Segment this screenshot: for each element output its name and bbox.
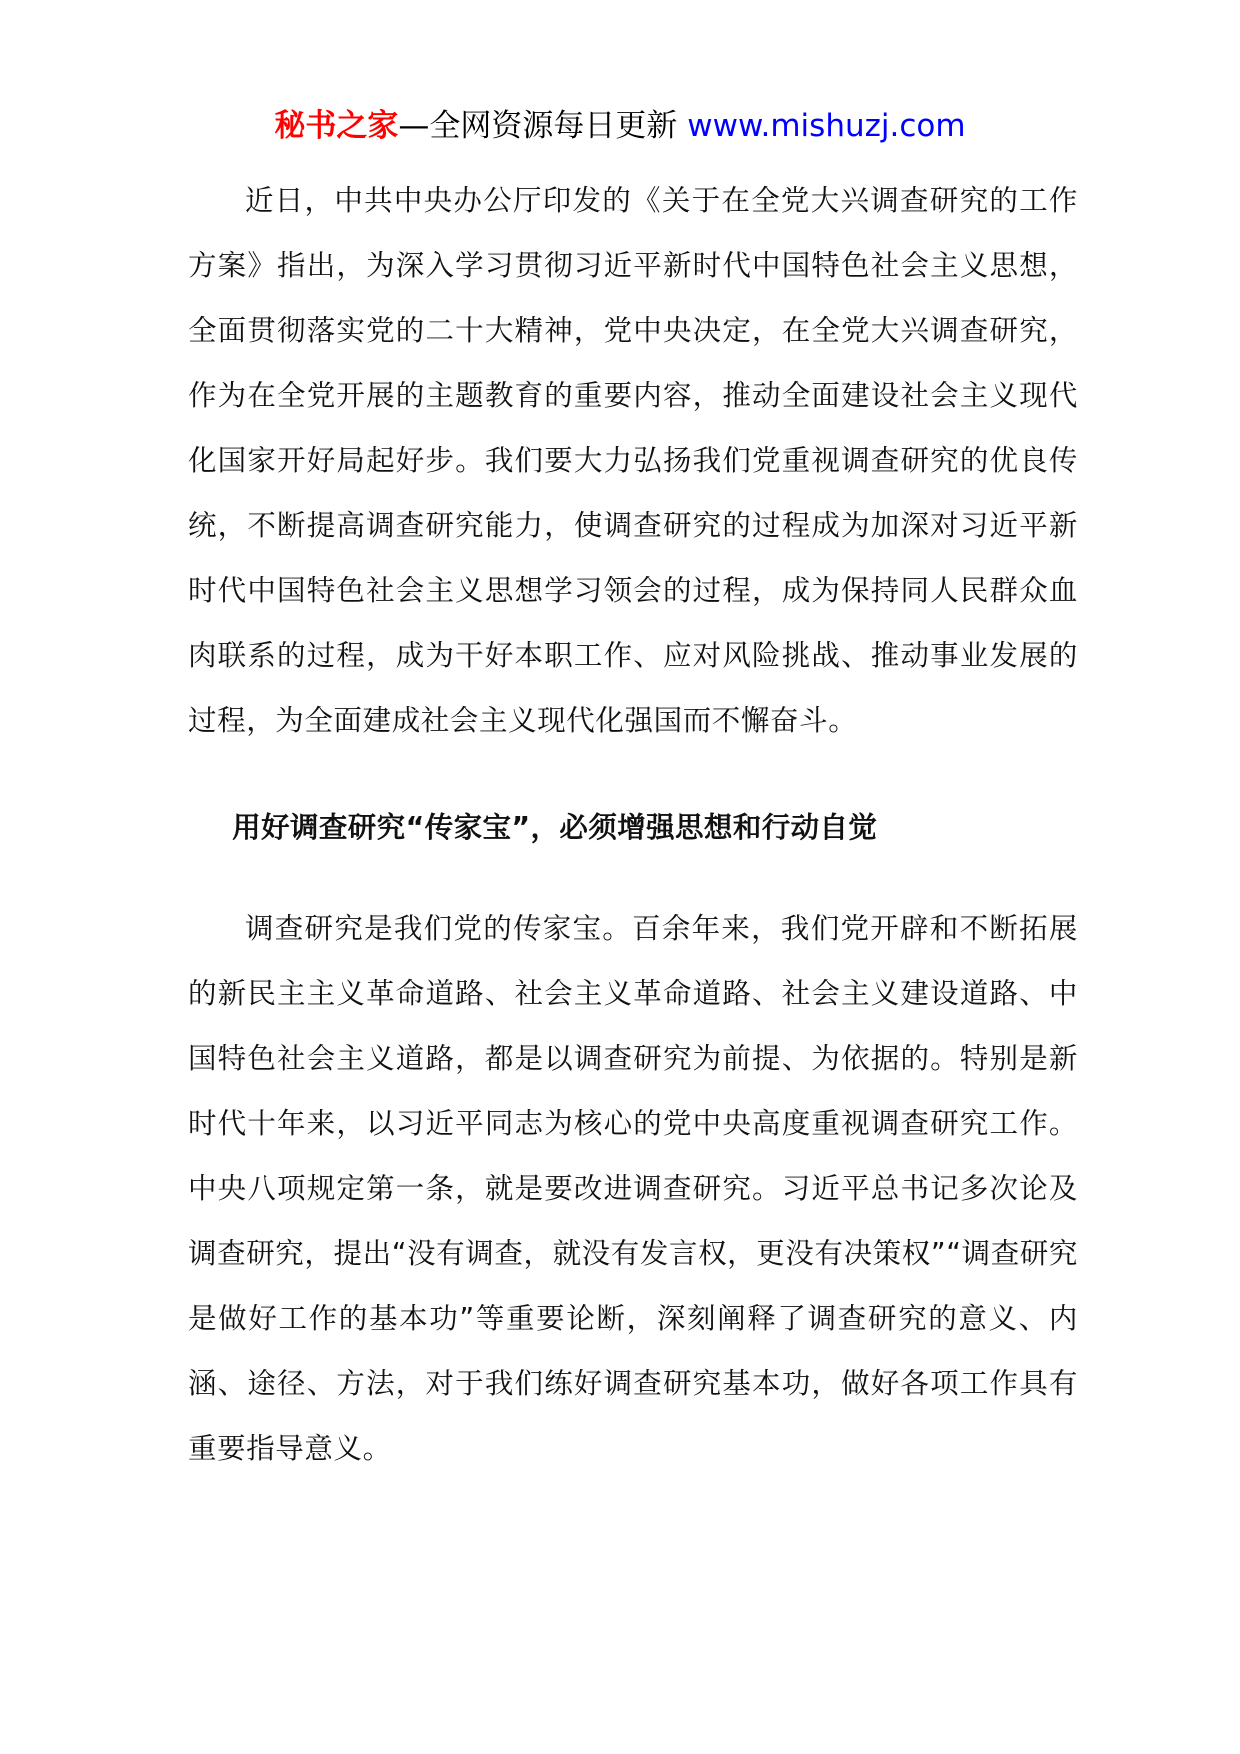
intro-paragraph: 近日，中共中央办公厅印发的《关于在全党大兴调查研究的工作方案》指出，为深入学习贯彻习近平新时代中国特色社会主义思想，全面贯彻落实党的二十大精神，党中央决定，在全党大兴调查研究，作为在全党开展的主题教育的重要内容，推动全面建设社会主义现代化国家开好局起好步。我们要大力弘扬我们党重视调查研究的优良传统，不断提高调查研究能力，使调查研究的过程成为加深对习近平新时代中国特色社会主义思想学习领会的过程，成为保持同人民群众血肉联系的过程，成为干好本职工作、应对风险挑战、推动事业发展的过程，为全面建成社会主义现代化强国而不懈奋斗。 xyxy=(188,184,1078,737)
site-header xyxy=(0,104,1240,148)
section-paragraph: 调查研究是我们党的传家宝。百余年来，我们党开辟和不断拓展的新民主主义革命道路、社会主义革命道路、社会主义建设道路、中国特色社会主义道路，都是以调查研究为前提、为依据的。特别是新时代十年来，以习近平同志为核心的党中央高度重视调查研究工作。中央八项规定第一条，就是要改进调查研究。习近平总书记多次论及调查研究，提出“没有调查，就没有发言权，更没有决策权”“调查研究是做好工作的基本功”等重要论断，深刻阐释了调查研究的意义、内涵、途径、方法，对于我们练好调查研究基本功，做好各项工作具有重要指导意义。 xyxy=(188,912,1078,1465)
site-slogan: —全网资源每日更新 xyxy=(398,108,688,144)
article-body xyxy=(188,168,1078,1481)
section-heading: 用好调查研究“传家宝”，必须增强思想和行动自觉 xyxy=(232,811,878,844)
site-url[interactable]: www.mishuzj.com xyxy=(687,108,966,144)
site-brand: 秘书之家 xyxy=(274,108,399,144)
